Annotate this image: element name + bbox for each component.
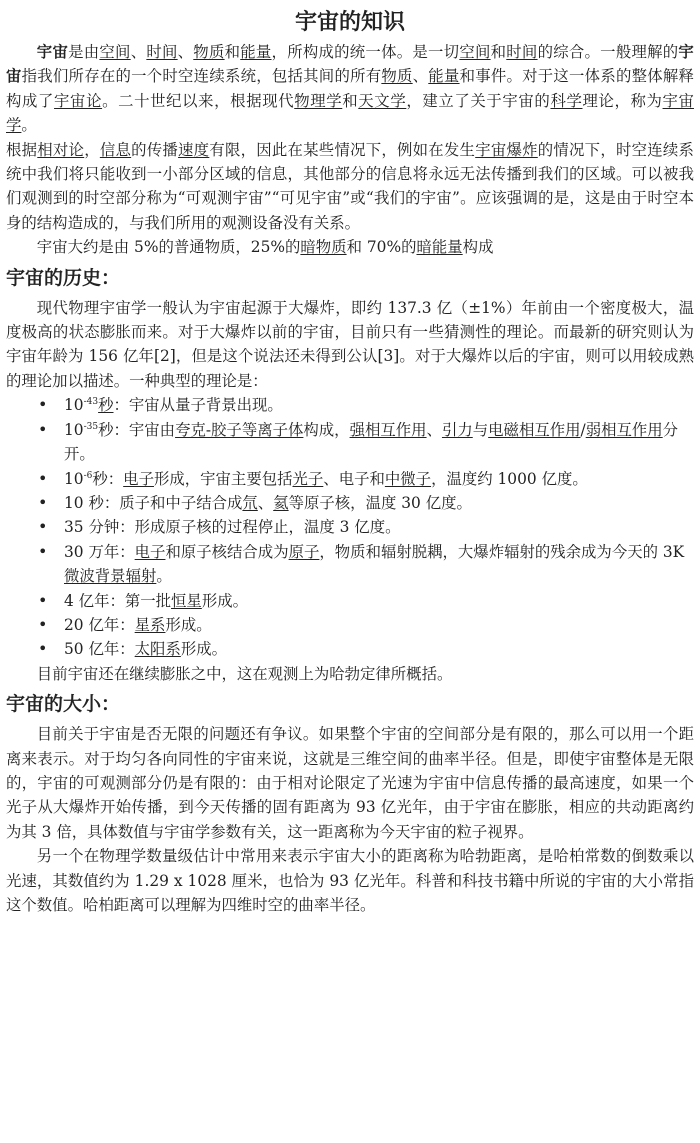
text-run: 是由 [68,43,100,61]
term-link[interactable]: 宇宙学 [6,91,694,135]
term-link[interactable]: 星系 [134,615,166,634]
term-link[interactable]: 物质 [381,67,413,86]
timeline-item [64,637,694,661]
text-run: 秒： [92,469,124,488]
term-link[interactable]: 物质 [193,43,225,61]
term-link[interactable]: 科学 [550,91,583,110]
text-run: 和 [342,91,359,110]
term-link[interactable]: 氦 [273,493,289,512]
timeline-item [64,515,694,539]
text-run: 和 70%的 [346,238,417,257]
text-run: 和事件。对于这一体系的整体解释构成了 [6,67,694,110]
timeline-item [64,613,694,637]
term-link[interactable]: 电子 [123,469,154,488]
history-paragraph-2 [6,662,694,686]
term-link[interactable]: 弱相互作用 [585,420,663,439]
term-link[interactable]: 能量 [428,67,460,86]
history-paragraph-1 [6,296,694,394]
text-run: 4 亿年：第一批 [64,591,172,610]
timeline-item [64,540,694,589]
term-link[interactable]: 相对论 [37,140,85,159]
term-link[interactable]: 时间 [146,43,178,61]
text-run: 目前宇宙还在继续膨胀之中，这在观测上为哈勃定律所概括。 [36,664,453,683]
text-run: 的综合。一般理解的 [537,43,679,61]
text-run: 与 [472,420,489,439]
text-run: 、 [257,493,274,512]
text-run: 。 [156,567,172,586]
term-link[interactable]: 暗物质 [300,238,347,257]
term-link[interactable]: 暗能量 [416,238,463,257]
text-run: ，所构成的统一体。是一切 [271,43,460,61]
term-link[interactable]: 速度 [178,140,210,159]
term-link[interactable]: 电子 [134,542,166,561]
superscript-exponent: -35 [83,421,99,432]
term-link[interactable]: 空间 [459,43,491,61]
size-paragraph-1 [6,722,694,844]
superscript-exponent: -43 [83,397,99,408]
size-paragraph-2 [6,844,694,917]
term-link[interactable]: 信息 [99,140,132,159]
term-link[interactable]: 引力 [441,420,473,439]
term-link[interactable]: 能量 [240,43,272,61]
text-run: 分开。 [64,420,679,464]
timeline-item [64,491,694,515]
text-run: ，建立了关于宇宙的 [406,91,551,110]
text-run: 、 [177,43,194,61]
term-link[interactable]: 原子 [288,542,320,561]
text-run: 根据 [6,140,38,159]
text-run: ， [84,140,100,159]
text-run: 30 万年： [64,542,135,561]
term-link[interactable]: 恒星 [171,591,202,610]
term-link[interactable]: 氘 [242,493,258,512]
text-run: 的情况下，时空连续系统中我们将只能收到一小部分区域的信息，其他部分的信息将永远无法传播到我们的区域。可以被我们观测到的时空部分称为“可观测宇宙”“可见宇宙”或“我们的宇宙”。应该强调的是，这是由于时空本身的结构造成的，与我们所用的观测设备没有关系。 [6,140,694,232]
timeline-item [64,467,694,491]
text-run: 、 [412,67,429,86]
text-run: 等原子核，温度 30 亿度。 [288,493,472,512]
text-run: 和 [490,43,507,61]
text-run: 形成。 [165,615,212,634]
text-run: 10 秒：质子和中子结合成 [64,493,243,512]
text-run: 形成。 [201,591,249,610]
term-link[interactable]: 中微子 [384,469,432,488]
text-run: 、 [130,43,147,61]
text-run: 50 亿年： [64,640,135,659]
text-run: 有限，因此在某些情况下，例如在发生 [209,140,476,159]
text-run: 指我们所存在的一个时空连续系统，包括其间的所有 [21,67,382,86]
text-run: 。二十世纪以来，根据现代 [102,91,295,110]
text-run: 10 [64,420,84,439]
text-run: 的传播 [131,140,179,159]
timeline-item [64,589,694,613]
text-run: 目前关于宇宙是否无限的问题还有争议。如果整个宇宙的空间部分是有限的，那么可以用一个距离来表示。对于均匀各向同性的宇宙来说，这就是三维空间的曲率半径。但是，即使宇宙整体是无限的，宇宙的可观测部分仍是有限的：由于相对论限定了光速为宇宙中信息传播的最高速度，如果一个光子从大爆炸开始传播，到今天传播的固有距离为 93 亿光年，由于宇宙在膨胀，相应的共动距离约为其 3 倍，具体数值与宇宙学参数有关，这一距离称为今天宇宙的粒子视界。 [6,725,694,841]
text-run: 。 [21,116,37,135]
term-link[interactable]: 太阳系 [134,640,181,659]
term-link[interactable]: 夸克-胶子等离子体 [175,420,304,439]
text-run: 构成 [462,238,494,257]
text-run: 现代物理宇宙学一般认为宇宙起源于大爆炸，即约 137.3 亿（±1%）年前由一个密度极大，温度极高的状态膨胀而来。对于大爆炸以前的宇宙，目前只有一些猜测性的理论。而最新的研究则认为宇宙年龄为 156 亿年[2]，但是这个说法还未得到公认[3]。对于大爆炸以后的宇宙，则可以用较成熟的理论加以描述。一种典型的理论是： [6,298,694,390]
size-heading: 宇宙的大小： [6,693,121,716]
text-run: 另一个在物理学数量级估计中常用来表示宇宙大小的距离称为哈勃距离，是哈柏常数的倒数乘以光速，其数值约为 1.29 x 1028 厘米，也恰为 93 亿光年。科普和科技书籍中所说的宇宙的大小常指这个数值。哈柏距离可以理解为四维时空的曲率半径。 [6,847,694,914]
page-title: 宇宙的知识 [294,9,405,35]
term-link[interactable]: 天文学 [358,91,407,110]
term-link[interactable]: 强相互作用 [349,420,427,439]
text-run: 形成。 [180,640,228,659]
text-run: 理论，称为 [582,91,663,110]
text-run: ，温度约 1000 亿度。 [431,469,588,488]
history-timeline-list [6,393,694,661]
term-link[interactable]: 空间 [99,43,131,61]
text-run: 、 [426,420,442,439]
intro-paragraph-2 [6,138,694,236]
text-run: 构成， [303,420,350,439]
term-link[interactable]: 电磁相互作用 [488,420,581,439]
term-link[interactable]: 物理学 [294,91,343,110]
term-link[interactable]: 宇宙爆炸 [475,140,538,159]
term-link[interactable]: 宇宙论 [54,91,103,110]
text-run: 10 [64,469,84,488]
timeline-item [64,393,694,417]
intro-paragraph-3 [6,235,694,259]
history-heading: 宇宙的历史： [6,266,121,289]
superscript-exponent: -6 [83,470,93,481]
text-run: ，物质和辐射脱耦，大爆炸辐射的残余成为今天的 3K [319,542,685,561]
timeline-item [64,418,694,467]
bold-term: 宇宙 [36,43,69,61]
intro-paragraph-1 [6,40,694,138]
text-run: 和原子核结合成为 [165,542,289,561]
text-run: 10 [64,396,84,415]
term-link[interactable]: 时间 [506,43,538,61]
text-run: 35 分钟：形成原子核的过程停止，温度 3 亿度。 [64,518,401,537]
term-link[interactable]: 秒 [98,396,114,415]
text-run: 形成，宇宙主要包括 [153,469,293,488]
text-run: 20 亿年： [64,615,135,634]
text-run: 秒：宇宙由 [98,420,176,439]
text-run: / [580,420,586,439]
text-run: 和 [224,43,241,61]
text-run: 、电子和 [323,469,385,488]
text-run: 宇宙大约是由 5%的普通物质，25%的 [36,238,301,257]
term-link[interactable]: 光子 [292,469,324,488]
text-run: ：宇宙从量子背景出现。 [113,396,283,415]
bold-term: 宇宙 [6,43,694,86]
term-link[interactable]: 微波背景辐射 [64,567,157,586]
